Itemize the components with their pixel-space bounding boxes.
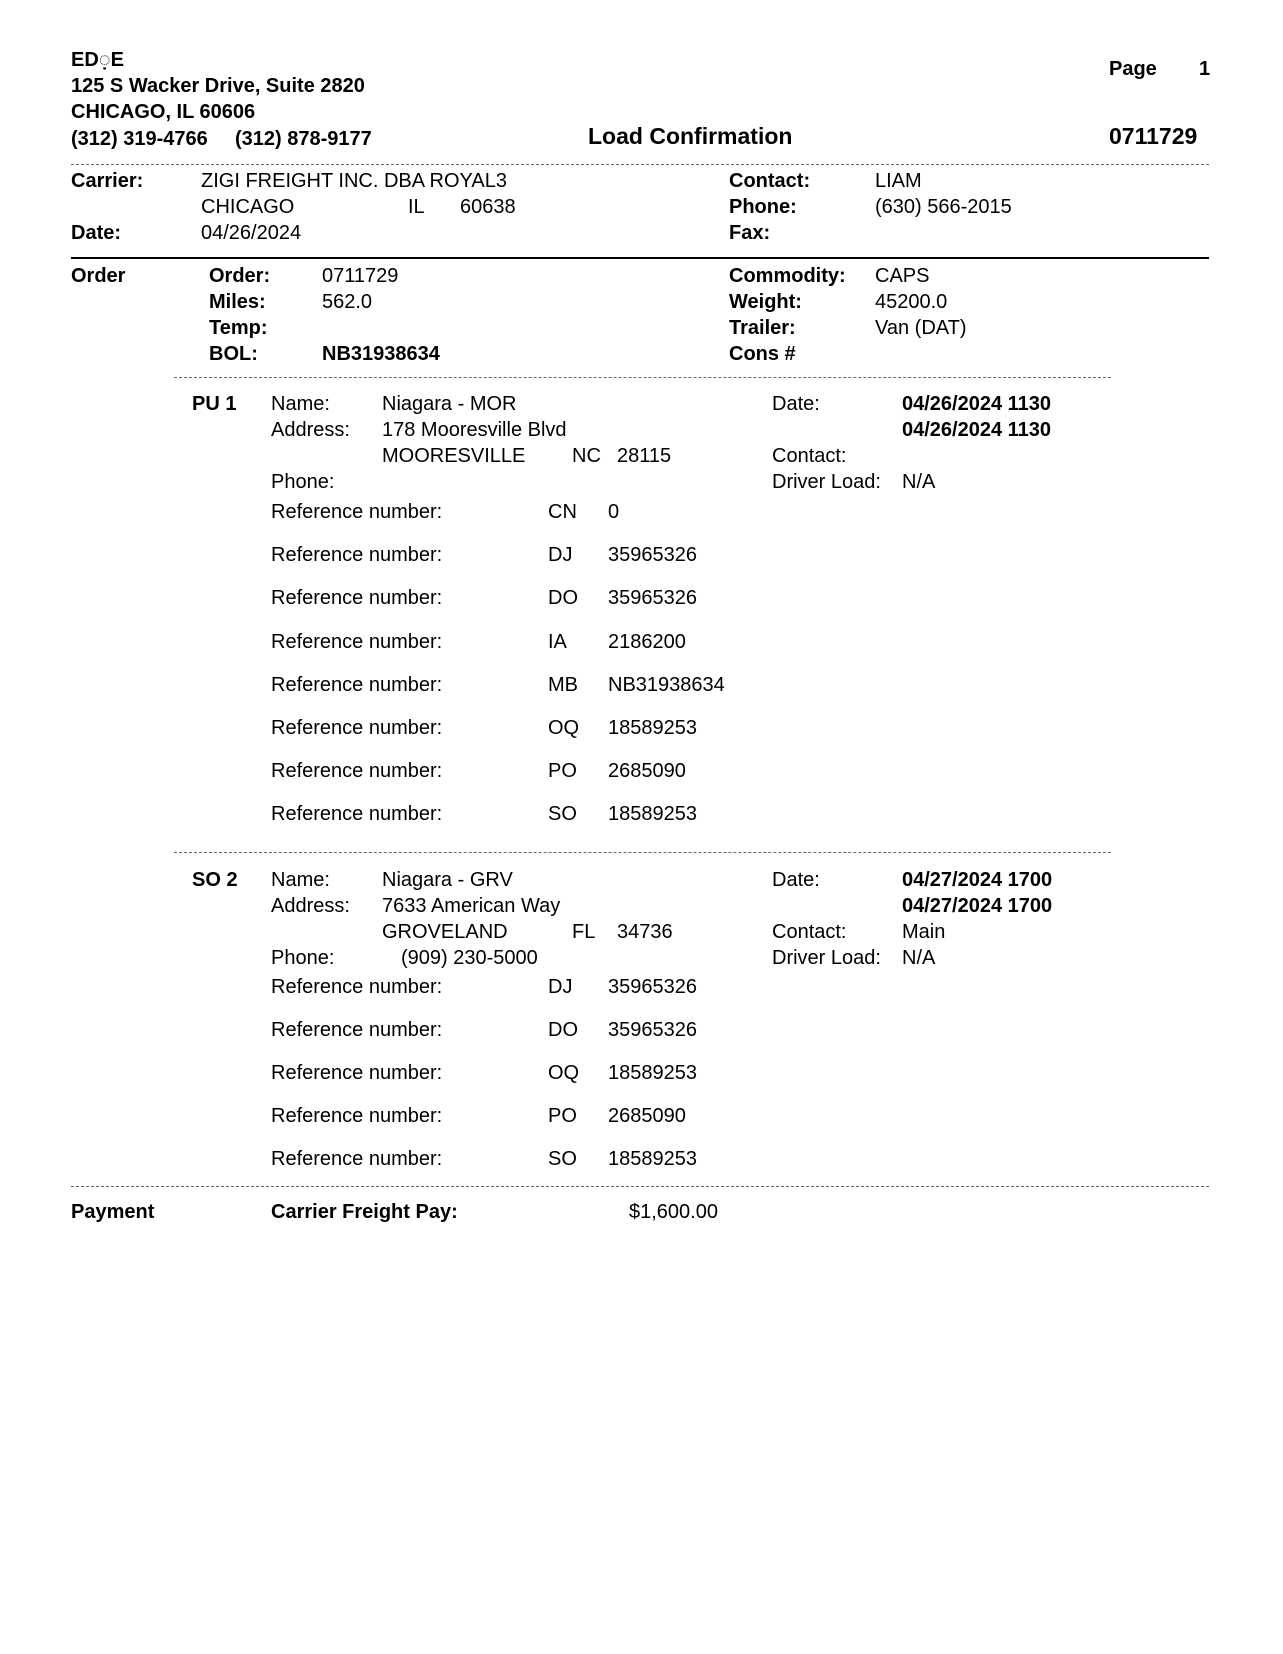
reference-value: NB31938634 [608, 674, 725, 696]
reference-code: DJ [548, 976, 573, 998]
stop-2-divider [174, 852, 1111, 853]
reference-value: 2685090 [608, 1105, 686, 1127]
reference-label: Reference number: [271, 544, 443, 566]
temp-label: Temp: [209, 317, 268, 339]
load-number: 0711729 [1109, 123, 1198, 149]
weight-value: 45200.0 [875, 291, 948, 313]
stop-name-label: Name: [271, 869, 330, 891]
reference-code: MB [548, 674, 578, 696]
reference-label: Reference number: [271, 587, 443, 609]
reference-value: 0 [608, 501, 620, 523]
stop-address-label: Address: [271, 419, 350, 441]
payment-divider [71, 1186, 1209, 1187]
stop-city: GROVELAND [382, 921, 508, 943]
stop-date-2: 04/26/2024 1130 [902, 419, 1052, 441]
reference-label: Reference number: [271, 501, 443, 523]
stop-driver-load-label: Driver Load: [772, 947, 881, 969]
stop-address-label: Address: [271, 895, 350, 917]
page-label: Page [1109, 58, 1157, 80]
stop-date-2: 04/27/2024 1700 [902, 895, 1053, 917]
miles-value: 562.0 [322, 291, 373, 313]
stop-driver-load-label: Driver Load: [772, 471, 881, 493]
stop-contact: Main [902, 921, 946, 943]
commodity-label: Commodity: [729, 265, 846, 287]
reference-code: SO [548, 1148, 577, 1170]
bol-value: NB31938634 [322, 343, 440, 365]
stop-driver-load: N/A [902, 471, 936, 493]
bol-label: BOL: [209, 343, 258, 365]
stop-city: MOORESVILLE [382, 445, 526, 467]
reference-label: Reference number: [271, 1019, 443, 1041]
reference-value: 2685090 [608, 760, 686, 782]
page-number: 1 [1199, 58, 1211, 80]
carrier-label: Carrier: [71, 170, 144, 192]
carrier-date: 04/26/2024 [201, 222, 302, 244]
carrier-contact-label: Contact: [729, 170, 811, 192]
reference-code: CN [548, 501, 577, 523]
reference-label: Reference number: [271, 631, 443, 653]
stop-phone-label: Phone: [271, 471, 335, 493]
carrier-city: CHICAGO [201, 196, 295, 218]
stop-date-1: 04/26/2024 1130 [902, 393, 1052, 415]
reference-value: 35965326 [608, 976, 697, 998]
reference-label: Reference number: [271, 976, 443, 998]
reference-code: SO [548, 803, 577, 825]
stop-id: PU 1 [192, 393, 237, 415]
carrier-freight-pay-amount: $1,600.00 [629, 1201, 718, 1223]
reference-label: Reference number: [271, 1148, 443, 1170]
stop-name: Niagara - GRV [382, 869, 513, 891]
reference-label: Reference number: [271, 674, 443, 696]
stop-state: FL [572, 921, 596, 943]
miles-label: Miles: [209, 291, 266, 313]
reference-code: DJ [548, 544, 573, 566]
order-section-label: Order [71, 265, 126, 287]
reference-label: Reference number: [271, 803, 443, 825]
carrier-phone: (630) 566-2015 [875, 196, 1012, 218]
reference-code: IA [548, 631, 567, 653]
company-city-state-zip: CHICAGO, IL 60606 [71, 101, 256, 123]
reference-value: 35965326 [608, 544, 697, 566]
header-divider [71, 164, 1209, 165]
stop-date-1: 04/27/2024 1700 [902, 869, 1053, 891]
stop-date-label: Date: [772, 393, 820, 415]
carrier-zip: 60638 [460, 196, 516, 218]
reference-value: 18589253 [608, 803, 697, 825]
reference-label: Reference number: [271, 1105, 443, 1127]
reference-value: 35965326 [608, 587, 697, 609]
reference-code: PO [548, 1105, 577, 1127]
carrier-contact: LIAM [875, 170, 922, 192]
carrier-state: IL [408, 196, 425, 218]
stop-1-divider [174, 377, 1111, 378]
company-address: 125 S Wacker Drive, Suite 2820 [71, 75, 365, 97]
order-number-label: Order: [209, 265, 271, 287]
trailer-label: Trailer: [729, 317, 796, 339]
reference-code: OQ [548, 717, 580, 739]
carrier-divider [71, 257, 1209, 259]
carrier-freight-pay-label: Carrier Freight Pay: [271, 1201, 458, 1223]
reference-code: PO [548, 760, 577, 782]
stop-driver-load: N/A [902, 947, 936, 969]
order-number: 0711729 [322, 265, 399, 287]
stop-name-label: Name: [271, 393, 330, 415]
stop-id: SO 2 [192, 869, 238, 891]
stop-address: 178 Mooresville Blvd [382, 419, 567, 441]
payment-section-label: Payment [71, 1201, 155, 1223]
stop-zip: 34736 [617, 921, 673, 943]
reference-value: 18589253 [608, 717, 697, 739]
document-title: Load Confirmation [588, 123, 793, 149]
carrier-phone-label: Phone: [729, 196, 797, 218]
reference-label: Reference number: [271, 760, 443, 782]
stop-date-label: Date: [772, 869, 820, 891]
stop-state: NC [572, 445, 601, 467]
reference-code: DO [548, 587, 578, 609]
company-phone-1: (312) 319-4766 [71, 128, 208, 150]
stop-name: Niagara - MOR [382, 393, 517, 415]
stop-contact-label: Contact: [772, 445, 847, 467]
stop-address: 7633 American Way [382, 895, 561, 917]
carrier-fax-label: Fax: [729, 222, 771, 244]
company-name: ED◌̣E [71, 49, 125, 71]
reference-label: Reference number: [271, 1062, 443, 1084]
trailer-value: Van (DAT) [875, 317, 967, 339]
reference-value: 18589253 [608, 1148, 697, 1170]
stop-zip: 28115 [617, 445, 672, 467]
reference-label: Reference number: [271, 717, 443, 739]
reference-code: DO [548, 1019, 578, 1041]
carrier-name: ZIGI FREIGHT INC. DBA ROYAL3 [201, 170, 507, 192]
reference-value: 2186200 [608, 631, 686, 653]
carrier-date-label: Date: [71, 222, 122, 244]
stop-phone: (909) 230-5000 [401, 947, 538, 969]
commodity-value: CAPS [875, 265, 930, 287]
reference-value: 35965326 [608, 1019, 697, 1041]
reference-code: OQ [548, 1062, 580, 1084]
cons-label: Cons # [729, 343, 796, 365]
weight-label: Weight: [729, 291, 802, 313]
stop-phone-label: Phone: [271, 947, 335, 969]
company-phone-2: (312) 878-9177 [235, 128, 372, 150]
stop-contact-label: Contact: [772, 921, 847, 943]
reference-value: 18589253 [608, 1062, 697, 1084]
